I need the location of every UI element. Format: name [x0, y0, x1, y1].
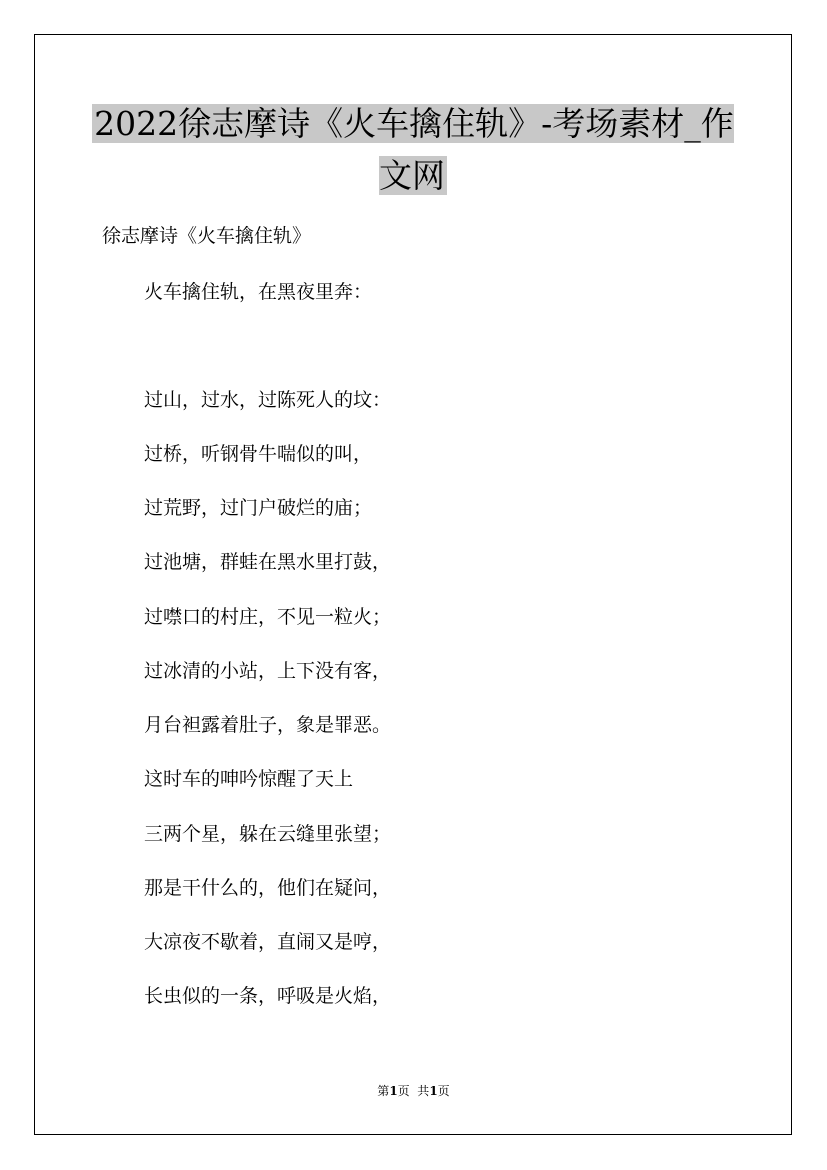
poem-line: 长虫似的一条，呼吸是火焰， [144, 985, 392, 1007]
poem-line: 过噤口的村庄，不见一粒火； [144, 606, 392, 628]
poem-line: 那是干什么的，他们在疑问， [144, 877, 392, 899]
footer-page-number: 1 [389, 1084, 398, 1098]
footer-suffix: 页 [437, 1084, 450, 1098]
poem-line: 三两个星，躲在云缝里张望； [144, 823, 392, 845]
poem-line: 过荒野，过门户破烂的庙； [144, 497, 373, 519]
poem-line: 这时车的呻吟惊醒了天上 [144, 768, 354, 790]
poem-line: 过池塘，群蛙在黑水里打鼓， [144, 551, 392, 573]
footer-prefix: 第 [377, 1084, 390, 1098]
document-title [80, 98, 746, 202]
poem-line: 月台袒露着肚子，象是罪恶。 [144, 714, 392, 736]
poem-line: 过山，过水，过陈死人的坟： [144, 389, 392, 411]
poem-line: 过冰清的小站，上下没有客， [144, 660, 392, 682]
footer-total-pages: 1 [429, 1084, 438, 1098]
poem-heading: 徐志摩诗《火车擒住轨》 [102, 225, 312, 247]
poem-line: 火车擒住轨，在黑夜里奔： [144, 281, 373, 303]
title-text: 2022徐志摩诗《火车擒住轨》-考场素材_作文网 [94, 104, 734, 195]
footer-middle: 页 共 [397, 1084, 430, 1098]
page-footer [0, 1082, 827, 1100]
poem-line: 过桥，听钢骨牛喘似的叫， [144, 443, 373, 465]
poem-line: 大凉夜不歇着，直闹又是哼， [144, 931, 392, 953]
